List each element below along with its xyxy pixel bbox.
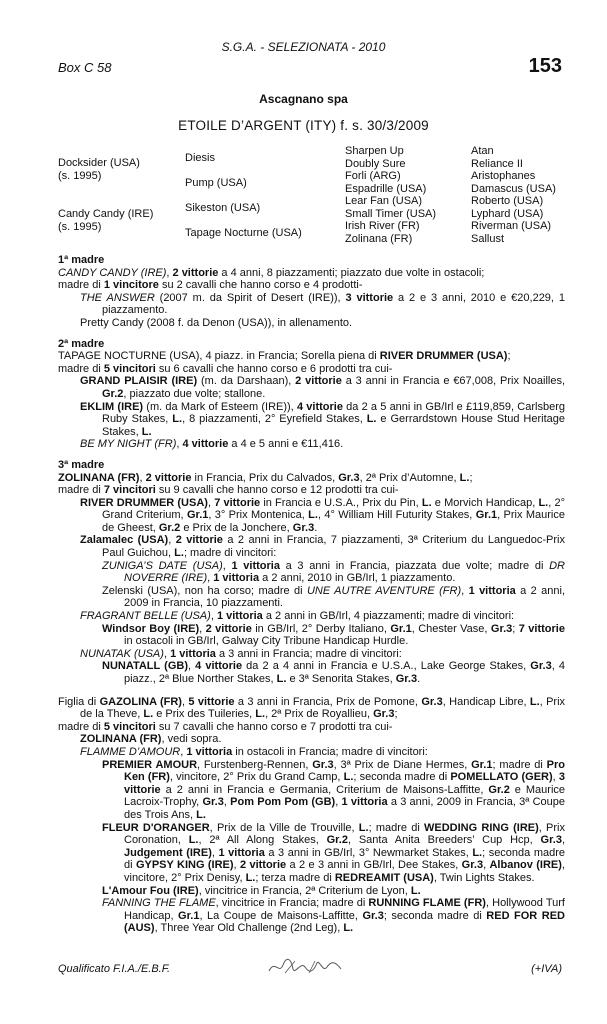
ggp: Espadrille (USA) [345,182,427,195]
bold-text: L. [366,413,377,426]
italic-text: THE ANSWER [80,291,155,304]
bold-text: Gr.3 [373,708,395,721]
bold-text: Judgement (IRE) [124,846,212,859]
bold-text: 1 vittoria [341,796,388,809]
catalogue-paragraph: TAPAGE NOCTURNE (USA), 4 piazz. in Francia; Sorella piena di RIVER DRUMMER (USA); [58,350,511,363]
ggp: Aristophanes [471,170,536,182]
granddam-1: Pump (USA) [185,177,247,189]
bold-text: 2 vittorie [205,622,252,635]
ggp: Damascus (USA) [471,182,556,195]
catalogue-paragraph: RIVER DRUMMER (USA), 7 vittorie in Francia e U.S.A., Prix du Pin, L. e Morvich Handicap, L., 2° Grand Criterium, Gr.1, 3° Prix Montenica, L., 4° William Hill Futurity Stakes, Gr.1, Prix Maurice de Gheest, Gr.2 e Prix de la Jonchere, Gr.3. [80,496,565,534]
bold-text: RIVER DRUMMER (USA) [80,496,208,509]
bold-text: 2 vittorie [172,266,219,279]
bold-text: 5 vincitori [103,720,156,733]
ggp: Roberto (USA) [471,195,544,207]
catalogue-paragraph: EKLIM (IRE) (m. da Mark of Esteem (IRE)), 4 vittorie da 2 a 5 anni in GB/Irl e £119,859, Carlsberg Ruby Stakes, L., 8 piazzamenti, 2° Eyrefield Stakes, L. e Gerrardstown House Stud Heritage Stakes, L. [80,400,565,438]
grandsire-2: Sikeston (USA) [185,202,261,214]
bold-text: 2 vittorie [145,471,192,484]
pedigree-ggp-col1 [345,145,436,245]
italic-text: BE MY NIGHT (FR) [80,438,177,451]
footer-qualification: Qualificato F.I.A./E.B.F. [58,963,171,975]
bold-text: 5 vittorie [188,695,235,708]
sale-header: S.G.A. - SELEZIONATA - 2010 [221,40,386,54]
bold-text: PREMIER AMOUR [102,758,198,771]
bold-text: L. [174,547,184,560]
signature-image [265,955,345,984]
bold-text: 1 vittoria [468,584,516,597]
bold-text: RIVER DRUMMER (USA) [379,350,508,363]
ggp: Lear Fan (USA) [345,195,423,207]
italic-text: UNE AUTRE AVENTURE (FR) [306,584,462,597]
bold-text: L. [188,834,199,847]
catalogue-paragraph: FANNING THE FLAME, vincitrice in Francia; madre di RUNNING FLAME (FR), Hollywood Turf Handicap, Gr.1, La Coupe de Maisons-Laffitte, Gr.3; seconda madre di RED FOR RED (AUS), Three Year Old Challenge (2nd Leg), L. [102,897,565,935]
catalogue-paragraph: madre di 7 vincitori su 9 cavalli che hanno corso e 12 prodotti tra cui- [58,484,399,497]
bold-text: Windsor Boy (IRE) [102,622,200,635]
bold-text: 3 vittorie [124,771,565,796]
bold-text: 7 vincitori [103,484,156,497]
bold-text: 1 vittoria [213,572,260,585]
grandsire-1: Diesis [185,152,215,164]
bold-text: 1 vincitore [103,279,159,292]
pedigree-ggp-col2 [471,145,556,245]
bold-text: Gr.2 [158,521,181,534]
bold-text: Gr.3 [292,521,315,534]
pedigree-dam [58,208,153,233]
catalogue-paragraph: THE ANSWER (2007 m. da Spirit of Desert (IRE)), 3 vittorie a 2 e 3 anni, 2010 e €20,229, 1 piazzamento. [80,291,565,317]
catalogue-paragraph: ZOLINANA (FR), 2 vittorie in Francia, Prix du Calvados, Gr.3, 2ª Prix d’Automne, L.; [58,471,473,484]
bold-text: Gr.3 [362,909,384,922]
catalogue-paragraph: ZOLINANA (FR), vedi sopra. [80,733,222,746]
bold-text: Gr.3 [338,471,360,484]
ggp: Small Timer (USA) [345,207,437,220]
bold-text: ZOLINANA (FR) [58,471,140,484]
bold-text: L. [172,413,183,426]
bold-text: L. [255,708,266,721]
catalogue-paragraph: Windsor Boy (IRE), 2 vittorie in GB/Irl, 2° Derby Italiano, Gr.1, Chester Vase, Gr.3; 7 vittorie in ostacoli in GB/Irl, Galway City Tribune Handicap Hurdle. [102,622,565,648]
bold-text: Gr.1 [186,509,209,522]
bold-text: 1 vittoria [218,846,265,859]
bold-text: 1 vittoria [216,610,263,623]
dam-name: Candy Candy (IRE) [58,208,154,220]
bold-text: RED FOR RED (AUS) [124,909,565,935]
bold-text: L. [459,471,470,484]
bold-text: Gr.2 [488,783,510,796]
bold-text: Gr.1 [178,909,200,922]
bold-text: 4 vittorie [182,438,229,451]
bold-text: L. [538,496,549,509]
italic-text: FANNING THE FLAME [102,897,216,910]
bold-text: POMELLATO (GER) [450,771,553,784]
bold-text: EKLIM (IRE) [80,400,144,413]
second-dam-section [58,350,565,451]
bold-text: Gr.3 [312,758,334,771]
bold-text: L. [141,425,152,438]
ggp: Zolinana (FR) [345,232,413,245]
catalogue-paragraph: BE MY NIGHT (FR), 4 vittorie a 4 e 5 anni e €11,416. [80,438,344,451]
bold-text: Gr.3 [461,859,484,872]
catalogue-paragraph: Zelenski (USA), non ha corso; madre di UNE AUTRE AVENTURE (FR), 1 vittoria a 2 anni, 2009 in Francia, 10 piazzamenti. [102,584,566,610]
dam-year: (s. 1995) [58,220,102,233]
ggp: Doubly Sure [345,157,406,170]
catalogue-paragraph: Zalamalec (USA), 2 vittorie a 2 anni in Francia, 7 piazzamenti, 3ª Criterium du Languedoc-Prix Paul Guichou, L.; madre di vincitori: [80,534,565,560]
bold-text: WEDDING RING (IRE) [424,821,539,834]
italic-text: CANDY CANDY (IRE) [58,266,167,279]
bold-text: GRAND PLAISIR (IRE) [80,375,198,388]
ggp: Atan [471,145,494,157]
sire-year: (s. 1995) [58,169,102,182]
ggp: Sharpen Up [345,145,404,157]
bold-text: 2 vittorie [239,859,287,872]
bold-text: L'Amour Fou (IRE) [102,884,199,897]
fourth-dam-section [58,696,565,935]
bold-text: L. [410,884,421,897]
bold-text: Gr.3 [490,622,513,635]
bold-text: Zalamalec (USA) [80,534,169,547]
bold-text: 1 vittoria [186,745,233,758]
ggp: Sallust [471,232,505,245]
catalogue-paragraph: ZUNIGA’S DATE (USA), 1 vittoria a 3 anni in Francia, piazzata due volte; madre di DR NOVERRE (IRE), 1 vittoria a 2 anni, 2010 in GB/Irl, 1 piazzamento. [102,559,565,585]
catalogue-paragraph: FRAGRANT BELLE (USA), 1 vittoria a 2 anni in GB/Irl, 4 piazzamenti; madre di vincitori: [80,610,515,623]
bold-text: GAZOLINA (FR) [99,695,182,708]
ggp: Irish River (FR) [345,220,420,232]
bold-text: 4 vittorie [296,400,343,413]
bold-text: Gr.3 [202,796,224,809]
ggp: Forli (ARG) [345,170,401,182]
bold-text: 2 vittorie [295,375,342,388]
footer-vat: (+IVA) [531,963,562,975]
ggp: Reliance II [471,157,523,170]
catalogue-paragraph: FLEUR D'ORANGER, Prix de la Ville de Trouville, L.; madre di WEDDING RING (IRE), Prix Coronation, L., 2ª All Along Stakes, Gr.2, Santa Anita Breeders’ Cup Hcp, Gr.3, Judgement (IRE), 1 vittoria a 3 anni in GB/Irl, 3° Newmarket Stakes, L.; seconda madre di GYPSY KING (IRE), 2 vittorie a 2 e 3 anni in GB/Irl, Dee Stakes, Gr.3, Albanov (IRE), vincitore, 2° Prix Denisy, L.; terza madre di REDREAMIT (USA), Twin Lights Stakes. [102,821,566,884]
bold-text: Pom Pom Pom (GB) [230,796,336,809]
italic-text: FLAMME D’AMOUR [80,745,181,758]
bold-text: 7 vittorie [214,496,261,509]
bold-text: 2 vittorie [175,534,223,547]
bold-text: 4 vittorie [195,660,243,673]
bold-text: 7 vittorie [518,622,565,635]
bold-text: 1 vittoria [170,647,216,660]
italic-text: FRAGRANT BELLE (USA) [80,610,211,623]
bold-text: L. [421,496,432,509]
horse-title: ETOILE D’ARGENT (ITY) f. s. 30/3/2009 [178,118,429,133]
bold-text: ZOLINANA (FR) [80,733,162,746]
catalogue-paragraph: madre di 1 vincitore su 2 cavalli che hanno corso e 4 prodotti- [58,279,363,292]
bold-text: 1 vittoria [231,559,280,572]
bold-text: Gr.2 [102,387,124,400]
bold-text: FLEUR D'ORANGER [102,821,210,834]
bold-text: Gr.1 [475,509,498,522]
bold-text: L. [308,509,318,522]
catalogue-paragraph: L'Amour Fou (IRE), vincitrice in Francia, 2ª Criterium de Lyon, L. [102,884,421,897]
bold-text: Gr.2 [326,834,348,847]
bold-text: GYPSY KING (IRE) [135,859,234,872]
italic-text: NUNATAK (USA) [80,647,164,660]
bold-text: L. [343,771,354,784]
bold-text: Gr.3 [421,695,443,708]
catalogue-paragraph: madre di 5 vincitori su 7 cavalli che hanno corso e 7 prodotti tra cui- [58,720,393,733]
ggp: Lyphard (USA) [471,207,544,220]
catalogue-body [58,254,565,935]
catalogue-paragraph: Figlia di GAZOLINA (FR), 5 vittorie a 3 anni in Francia, Prix de Pomone, Gr.3, Handicap Libre, L., Prix de la Theve, L. e Prix des Tuileries, L., 2ª Prix de Royallieu, Gr.3; [58,695,566,721]
bold-text: RUNNING FLAME (FR) [368,897,486,910]
catalogue-paragraph: CANDY CANDY (IRE), 2 vittorie a 4 anni, 8 piazzamenti; piazzato due volte in ostacoli; [58,266,485,279]
catalogue-paragraph: FLAMME D’AMOUR, 1 vittoria in ostacoli in Francia; madre di vincitori: [80,745,428,758]
bold-text: Pro Ken (FR) [124,758,565,784]
bold-text: Gr.3 [395,673,418,685]
bold-text: 3 vittorie [345,291,394,304]
catalogue-paragraph: NUNATALL (GB), 4 vittorie da 2 a 4 anni in Francia e U.S.A., Lake George Stakes, Gr.3, 4 piazz., 2ª Blue Norther Stakes, L. e 3ª Senorita Stakes, Gr.3. [102,660,565,685]
bold-text: Gr.3 [530,660,552,673]
section-heading-3: 3ª madre [58,458,105,471]
section-heading-2: 2ª madre [58,337,105,350]
third-dam-section [58,472,565,686]
bold-text: L. [245,871,256,884]
consignor: Ascagnano spa [259,92,348,106]
ggp: Riverman (USA) [471,220,552,232]
bold-text: L. [276,673,287,685]
catalogue-paragraph: NUNATAK (USA), 1 vittoria a 3 anni in Francia; madre di vincitori: [80,647,402,660]
bold-text: REDREAMIT (USA) [334,871,434,884]
italic-text: ZUNIGA’S DATE (USA) [102,559,223,572]
bold-text: L. [472,846,483,859]
bold-text: Gr.1 [390,622,412,635]
sire-name: Docksider (USA) [58,157,140,169]
bold-text: Gr.1 [471,758,493,771]
bold-text: L. [343,922,354,935]
catalogue-paragraph: Pretty Candy (2008 f. da Denon (USA)), in allenamento. [80,316,353,329]
catalogue-paragraph: madre di 5 vincitori su 6 cavalli che hanno corso e 6 prodotti tra cui- [58,362,393,375]
bold-text: L. [196,808,206,821]
italic-text: DR NOVERRE (IRE) [124,559,565,585]
first-dam-section [58,267,565,330]
box-label: Box C 58 [58,60,112,75]
catalogue-paragraph: PREMIER AMOUR, Furstenberg-Rennen, Gr.3, 3ª Prix de Diane Hermes, Gr.1; madre di Pro Ken (FR), vincitore, 2° Prix du Grand Camp, L.; seconda madre di POMELLATO (GER), 3 vittorie a 2 anni in Francia e Germania, Criterium de Maisons-Laffitte, Gr.2 e Maurice Lacroix-Trophy, Gr.3, Pom Pom Pom (GB), 1 vittoria a 3 anni, 2009 in Francia, 3ª Coupe des Trois Ans, L. [102,758,566,821]
catalogue-paragraph: GRAND PLAISIR (IRE) (m. da Darshaan), 2 vittorie a 3 anni in Francia e €67,008, Prix Noailles, Gr.2, piazzato due volte; stallone. [80,375,566,400]
lot-number: 153 [528,55,562,77]
bold-text: L. [529,695,540,708]
bold-text: Albanov (IRE) [489,859,562,872]
pedigree-sire [58,157,140,182]
bold-text: 5 vincitori [103,362,156,375]
bold-text: Gr.3 [540,834,562,847]
bold-text: NUNATALL (GB) [102,660,188,673]
bold-text: L. [358,821,369,834]
granddam-2: Tapage Nocturne (USA) [185,227,302,239]
bold-text: L. [143,708,154,721]
section-heading-1: 1ª madre [58,254,105,266]
